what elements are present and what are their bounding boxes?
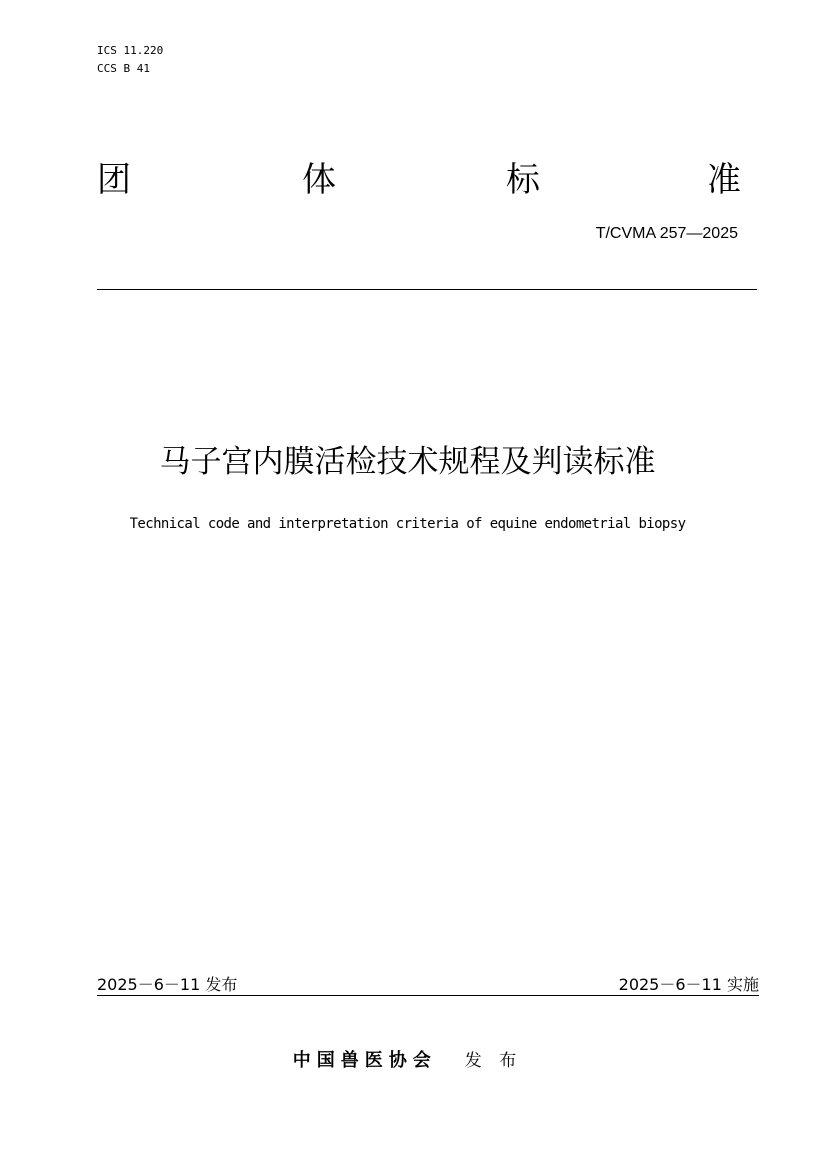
publisher-name: 中国兽医协会 <box>292 1050 437 1071</box>
issue-date: 2025－6－11 发布 <box>97 975 238 994</box>
standard-number: T/CVMA 257—2025 <box>595 225 738 242</box>
publisher-line <box>0 1046 815 1072</box>
classification-codes <box>97 42 163 78</box>
header-divider <box>97 289 757 290</box>
implement-date: 2025－6－11 实施 <box>618 975 759 994</box>
document-title-cn: 马子宫内膜活检技术规程及判读标准 <box>159 444 656 480</box>
document-title-en: Technical code and interpretation criteria of equine endometrial biopsy <box>129 516 686 532</box>
category-char-2: 体 <box>302 160 336 200</box>
category-char-3: 标 <box>506 160 540 200</box>
category-char-4: 准 <box>707 160 741 200</box>
category-char-1: 团 <box>97 160 131 200</box>
footer-divider <box>97 995 759 996</box>
publisher-action: 发 布 <box>464 1051 523 1071</box>
ics-code: ICS 11.220 <box>97 44 164 57</box>
ccs-code: CCS B 41 <box>97 62 150 75</box>
